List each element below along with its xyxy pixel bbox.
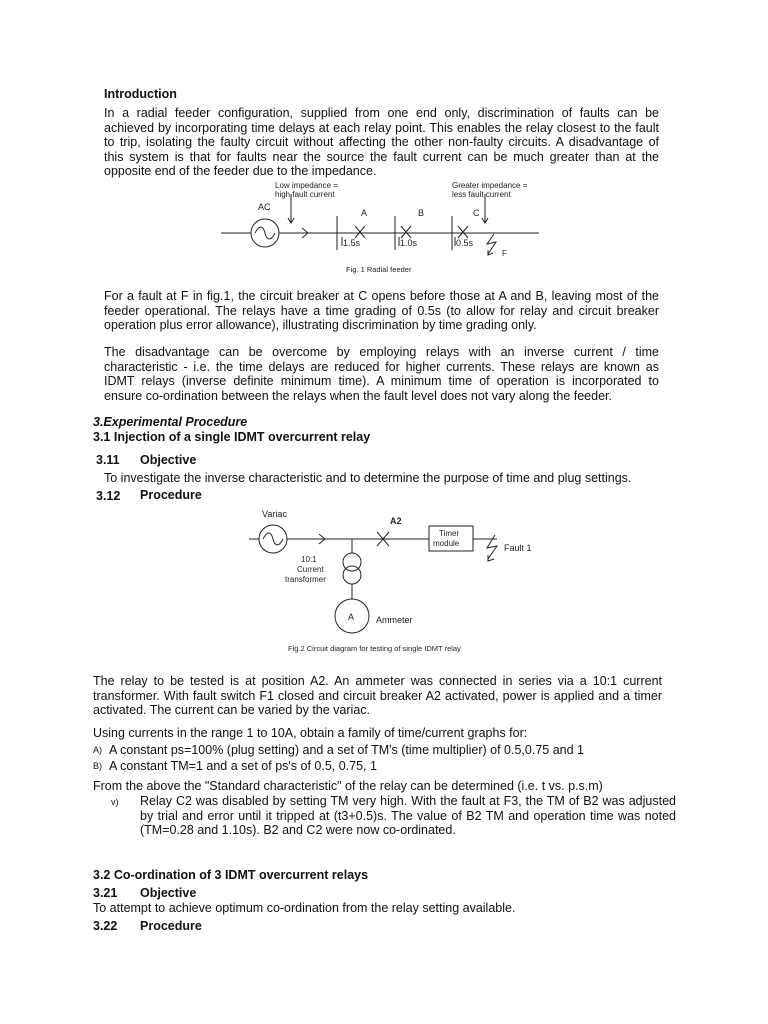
objective-text: To investigate the inverse characteristic and to determine the purpose of time and plug settings. [104,471,632,485]
list-marker: A) [93,745,102,755]
text-line: For a fault at F in fig.1, the circuit breaker at C opens before those at A and B, leaving most of the [104,289,659,303]
ac-wave-icon [263,533,283,545]
text-line: operation plus error allowance), illustrating discrimination by time grading only. [104,318,537,333]
breaker-c-icon [458,226,468,238]
fault-1-label: Fault 1 [504,543,532,553]
relay-a-label: A [361,208,368,218]
section-number: 3.22 [93,919,118,933]
variac-label: Variac [262,509,287,519]
objective-heading: Objective [140,453,197,467]
ct-label: transformer [285,575,326,584]
section-3-2-heading: 3.2 Co-ordination of 3 IDMT overcurrent relays [93,868,369,882]
intro-paragraph-2 [104,289,659,333]
radial-feeder-diagram [215,174,545,280]
list-item-b: A constant TM=1 and a set of ps's of 0.5, 0.75, 1 [109,759,377,773]
list-marker: v) [111,797,119,807]
intro-heading: Introduction [104,87,177,101]
fig2-caption: Fig.2 Circuit diagram for testing of single IDMT relay [288,644,461,653]
ac-label: AC [258,202,271,212]
list-marker: B) [93,761,102,771]
low-impedance-label: Low impedance = [275,181,338,190]
text-line: to trip, isolating the faulty circuit without affecting the other non-faulty circuits. A disadvantage of [104,135,659,150]
fig1-caption: Fig. 1 Radial feeder [346,265,412,274]
breaker-a-icon [355,226,365,238]
time-a-label: 1.5s [343,238,361,248]
ct-label: Current [297,565,324,574]
a2-label: A2 [390,516,402,526]
list-item-a: A constant ps=100% (plug setting) and a set of TM's (time multiplier) of 0.5,0.75 and 1 [109,743,584,757]
timer-label: Timer [439,529,460,538]
text-line: activated. The current can be varied by the variac. [93,703,371,718]
low-impedance-label: high fault current [275,190,335,199]
text-line: (TM=0.28 and 1.10s). B2 and C2 were now co-ordinated. [140,823,456,838]
breaker-b-icon [401,226,411,238]
section-number: 3.12 [96,489,121,503]
section-number: 3.21 [93,886,118,900]
ammeter-label: Ammeter [376,615,413,625]
section-3-heading: 3.Experimental Procedure [93,415,248,429]
text-line: IDMT relays (inverse definite minimum time). A minimum time of operation is incorporated to [104,374,659,389]
high-impedance-label: Greater impedance = [452,181,528,190]
text-line: In a radial feeder configuration, supplied from one end only, discrimination of faults can be [104,106,659,120]
intro-paragraph-1 [104,106,659,179]
relay-b-label: B [418,208,425,218]
ct-coil-lower [343,566,361,584]
fault-label: F [502,249,507,258]
procedure-heading: Procedure [140,919,202,933]
time-c-label: 0.5s [456,238,474,248]
text-line: The disadvantage can be overcome by employing relays with an inverse current / time [104,345,659,359]
text-line: this system is that for faults near the source the fault current can be much greater than at the [104,149,659,164]
high-impedance-label: less fault current [452,190,511,199]
standard-characteristic-paragraph: From the above the "Standard characteristic" of the relay can be determined (i.e. t vs. p.s.m) [93,779,603,793]
text-line: feeder operational. The relays have a time grading of 0.5s (to allow for relay and circuit breaker [104,303,659,318]
relay-c-label: C [473,208,480,218]
section-number: 3.11 [96,453,120,467]
text-line: by trial and error until it tripped at (t3+0.5)s. The value of B2 TM and operation time was noted [140,808,676,823]
timer-label: module [433,539,460,548]
text-line: transformer. With fault switch F1 closed and circuit breaker A2 activated, power is applied and a timer [93,688,662,703]
text-line: Relay C2 was disabled by setting TM very high. With the fault at F3, the TM of B2 was adjusted [140,794,676,808]
section-3-1-heading: 3.1 Injection of a single IDMT overcurrent relay [93,430,371,444]
time-b-label: 1.0s [400,238,418,248]
relay-test-paragraph [93,674,662,718]
text-line: The relay to be tested is at position A2. An ammeter was connected in series via a 10:1 current [93,674,662,688]
text-line: opposite end of the feeder due to the impedance. [104,164,377,179]
text-line: characteristic - i.e. the time delays are reduced for higher currents. These relays are known as [104,359,659,374]
currents-paragraph: Using currents in the range 1 to 10A, obtain a family of time/current graphs for: [93,726,528,740]
ammeter-symbol-label: A [348,612,355,622]
text-line: ensure co-ordination between the relays when the fault level does not vary along the feeder. [104,388,612,403]
list-item-v [140,794,676,838]
objective-text: To attempt to achieve optimum co-ordination from the relay setting available. [93,901,516,915]
procedure-heading: Procedure [140,488,202,502]
intro-paragraph-3 [104,345,659,403]
ct-label: 10:1 [301,555,317,564]
idmt-test-circuit-diagram [245,505,565,655]
text-line: achieved by incorporating time delays at each relay point. This enables the relay closest to the fault [104,120,659,135]
ac-wave-icon [255,227,275,239]
objective-heading: Objective [140,886,197,900]
